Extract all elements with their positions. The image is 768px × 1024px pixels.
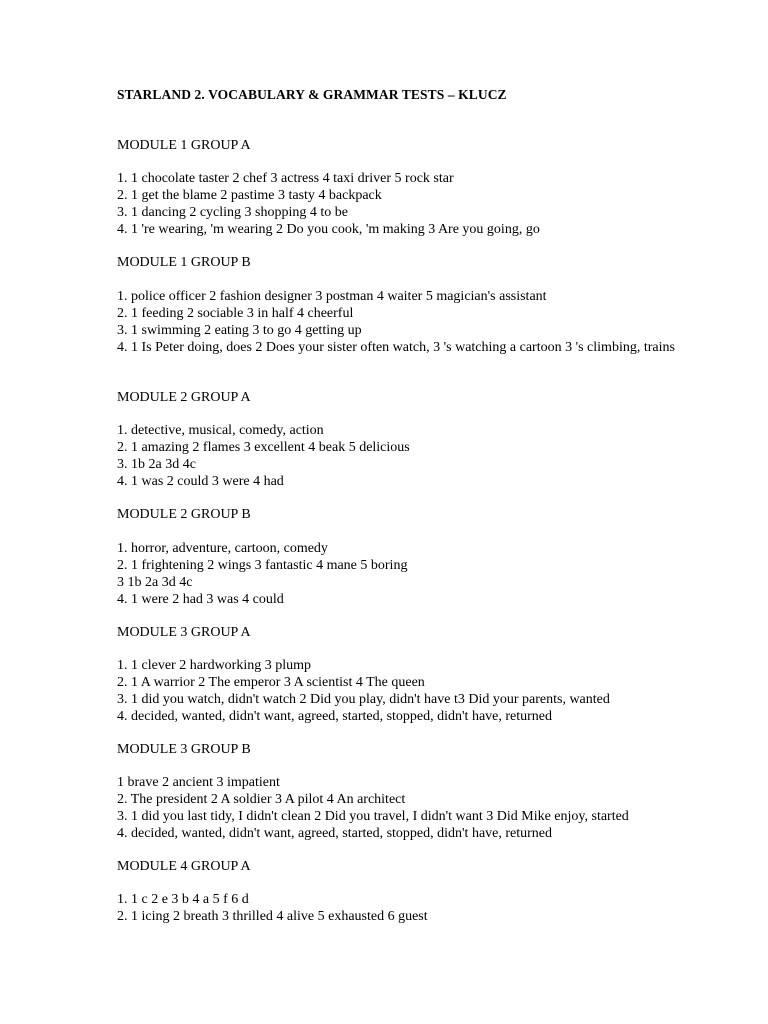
answer-line: 2. 1 get the blame 2 pastime 3 tasty 4 backpack	[117, 188, 382, 203]
answer-line: 1. 1 chocolate taster 2 chef 3 actress 4 taxi driver 5 rock star	[117, 171, 454, 186]
answer-line: 4. 1 were 2 had 3 was 4 could	[117, 592, 284, 607]
answer-line: 1. 1 c 2 e 3 b 4 a 5 f 6 d	[117, 892, 249, 907]
answer-line: 4. decided, wanted, didn't want, agreed, started, stopped, didn't have, returned	[117, 709, 553, 724]
answer-line: 1. horror, adventure, cartoon, comedy	[117, 541, 328, 556]
answer-line: 1. 1 clever 2 hardworking 3 plump	[117, 658, 312, 673]
answer-line: 4. decided, wanted, didn't want, agreed, started, stopped, didn't have, returned	[117, 826, 553, 841]
section-heading: MODULE 1 GROUP B	[117, 255, 251, 270]
answer-line: 2. The president 2 A soldier 3 A pilot 4 An architect	[117, 792, 406, 807]
answer-line: 2. 1 amazing 2 flames 3 excellent 4 beak 5 delicious	[117, 440, 410, 455]
answer-line: 4. 1 Is Peter doing, does 2 Does your sister often watch, 3 's watching a cartoon 3 's climbing, trains	[117, 340, 675, 355]
document-title: STARLAND 2. VOCABULARY & GRAMMAR TESTS – KLUCZ	[117, 87, 507, 102]
section-heading: MODULE 2 GROUP A	[117, 390, 251, 405]
answer-line: 2. 1 A warrior 2 The emperor 3 A scientist 4 The queen	[117, 675, 425, 690]
section-heading: MODULE 3 GROUP B	[117, 742, 251, 757]
answer-line: 2. 1 feeding 2 sociable 3 in half 4 cheerful	[117, 306, 354, 321]
answer-line: 2. 1 icing 2 breath 3 thrilled 4 alive 5 exhausted 6 guest	[117, 909, 428, 924]
answer-list	[117, 657, 677, 725]
answer-line: 4. 1 're wearing, 'm wearing 2 Do you cook, 'm making 3 Are you going, go	[117, 222, 540, 237]
answer-list	[117, 288, 677, 356]
answer-line: 3. 1 did you watch, didn't watch 2 Did you play, didn't have t3 Did your parents, wanted	[117, 692, 610, 707]
answer-line: 3 1b 2a 3d 4c	[117, 575, 193, 590]
answer-line: 1. police officer 2 fashion designer 3 postman 4 waiter 5 magician's assistant	[117, 289, 547, 304]
answer-line: 1. detective, musical, comedy, action	[117, 423, 324, 438]
section-heading: MODULE 2 GROUP B	[117, 507, 251, 522]
answer-list	[117, 891, 677, 925]
answer-line: 3. 1b 2a 3d 4c	[117, 457, 196, 472]
section-heading: MODULE 3 GROUP A	[117, 625, 251, 640]
answer-line: 3. 1 dancing 2 cycling 3 shopping 4 to be	[117, 205, 348, 220]
answer-list	[117, 422, 677, 490]
answer-line: 3. 1 did you last tidy, I didn't clean 2 Did you travel, I didn't want 3 Did Mike enjoy, started	[117, 809, 629, 824]
answer-line: 4. 1 was 2 could 3 were 4 had	[117, 474, 284, 489]
answer-list	[117, 774, 677, 842]
section-heading: MODULE 1 GROUP A	[117, 138, 251, 153]
answer-list	[117, 540, 677, 608]
answer-line: 3. 1 swimming 2 eating 3 to go 4 getting up	[117, 323, 362, 338]
answer-line: 2. 1 frightening 2 wings 3 fantastic 4 mane 5 boring	[117, 558, 408, 573]
answer-list	[117, 170, 677, 238]
section-heading: MODULE 4 GROUP A	[117, 859, 251, 874]
answer-line: 1 brave 2 ancient 3 impatient	[117, 775, 280, 790]
